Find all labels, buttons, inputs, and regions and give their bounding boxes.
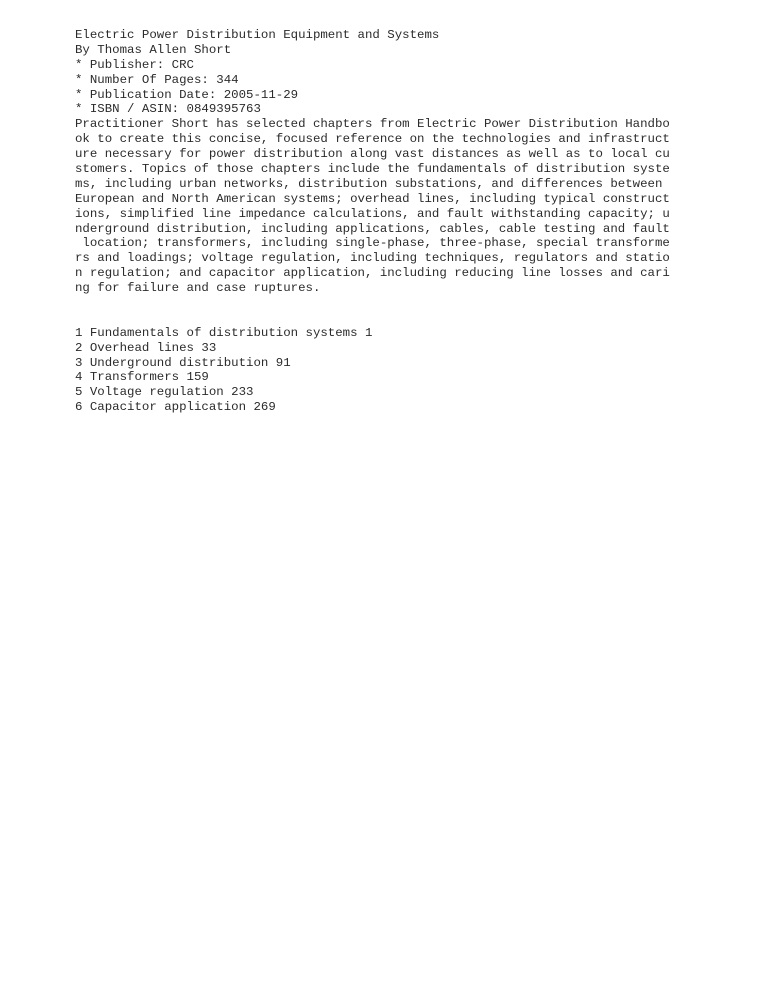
description-line: European and North American systems; overhead lines, including typical construct bbox=[75, 191, 670, 206]
description-line: ok to create this concise, focused reference on the technologies and infrastruct bbox=[75, 132, 670, 147]
description-line: Practitioner Short has selected chapters from Electric Power Distribution Handbo bbox=[75, 117, 670, 132]
document-page bbox=[75, 28, 675, 415]
description-line: ure necessary for power distribution along vast distances as well as to local cu bbox=[75, 147, 670, 162]
toc-item: 6 Capacitor application 269 bbox=[75, 400, 276, 415]
description-line: rs and loadings; voltage regulation, including techniques, regulators and statio bbox=[75, 251, 670, 266]
description-line: ng for failure and case ruptures. bbox=[75, 281, 321, 296]
description bbox=[75, 117, 675, 296]
author-line: By Thomas Allen Short bbox=[75, 42, 232, 57]
description-line: n regulation; and capacitor application, including reducing line losses and cari bbox=[75, 266, 670, 281]
description-line: nderground distribution, including applications, cables, cable testing and fault bbox=[75, 221, 670, 236]
description-line: stomers. Topics of those chapters include the fundamentals of distribution syste bbox=[75, 162, 670, 177]
toc-item: 5 Voltage regulation 233 bbox=[75, 385, 254, 400]
toc-item: 3 Underground distribution 91 bbox=[75, 355, 291, 370]
spacer bbox=[75, 311, 675, 326]
toc-item: 4 Transformers 159 bbox=[75, 370, 209, 385]
description-line: ions, simplified line impedance calculations, and fault withstanding capacity; u bbox=[75, 206, 670, 221]
meta-publisher: * Publisher: CRC bbox=[75, 57, 194, 72]
book-title: Electric Power Distribution Equipment and Systems bbox=[75, 28, 440, 42]
spacer bbox=[75, 296, 675, 311]
description-line: location; transformers, including single-phase, three-phase, special transforme bbox=[75, 236, 670, 251]
toc-item: 2 Overhead lines 33 bbox=[75, 340, 217, 355]
toc-item: 1 Fundamentals of distribution systems 1 bbox=[75, 325, 373, 340]
table-of-contents bbox=[75, 326, 675, 415]
meta-page-count: * Number Of Pages: 344 bbox=[75, 72, 239, 87]
description-line: ms, including urban networks, distribution substations, and differences between bbox=[75, 176, 663, 191]
meta-publication-date: * Publication Date: 2005-11-29 bbox=[75, 87, 299, 102]
meta-isbn: * ISBN / ASIN: 0849395763 bbox=[75, 102, 261, 117]
